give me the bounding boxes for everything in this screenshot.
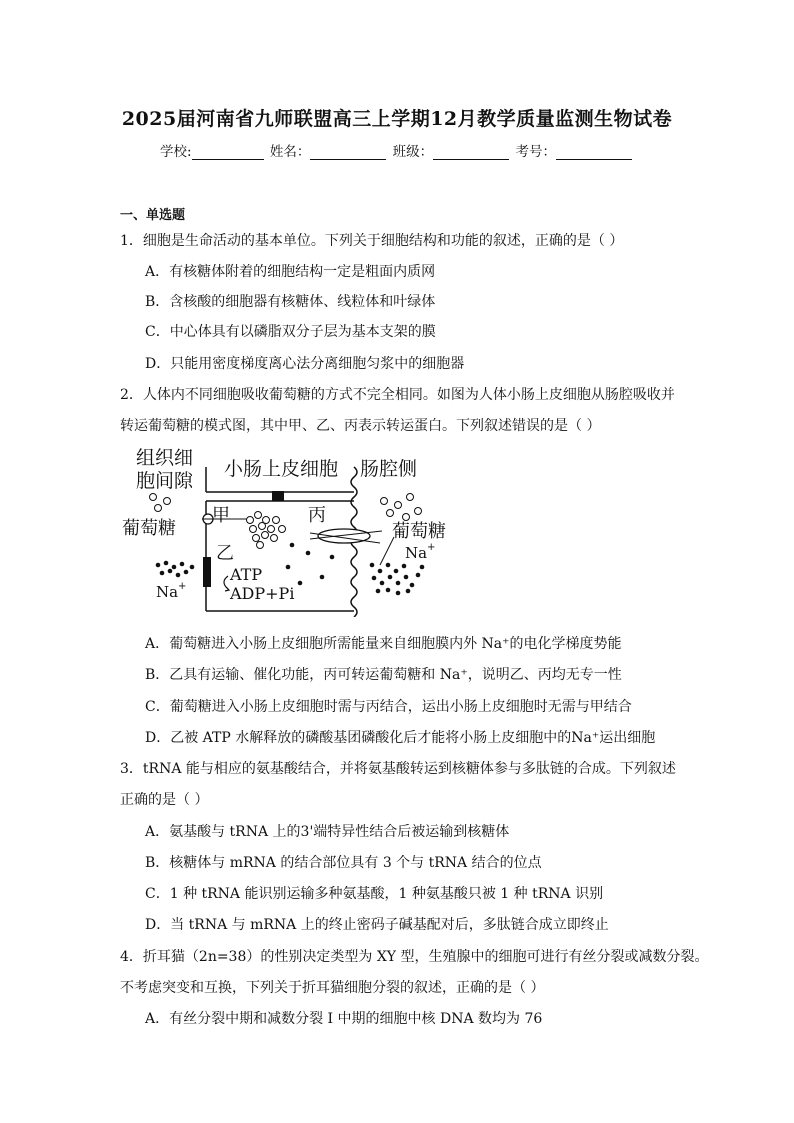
question-3-stem-line-1: 3．tRNA 能与相应的氨基酸结合，并将氨基酸转运到核糖体参与多肽链的合成。下列叙述 [120, 761, 676, 777]
question-2-option-b[interactable]: B．乙具有运输、催化功能，丙可转运葡萄糖和 Na⁺，说明乙、丙均无专一性 [145, 667, 622, 683]
question-2-option-a[interactable]: A．葡萄糖进入小肠上皮细胞所需能量来自细胞膜内外 Na⁺的电化学梯度势能 [145, 636, 622, 652]
question-1-option-b[interactable]: B．含核酸的细胞器有核糖体、线粒体和叶绿体 [145, 294, 436, 310]
class-blank[interactable] [433, 145, 509, 160]
lumen-label: 肠腔侧 [360, 458, 418, 480]
question-4-stem-line-2: 不考虑突变和互换，下列关于折耳猫细胞分裂的叙述，正确的是（ ） [120, 980, 545, 996]
question-1-stem: 1．细胞是生命活动的基本单位。下列关于细胞结构和功能的叙述，正确的是（ ） [120, 233, 624, 249]
jia-label: 甲 [212, 505, 230, 526]
question-1-option-a[interactable]: A．有核糖体附着的细胞结构一定是粗面内质网 [145, 264, 436, 280]
transporter-yi [203, 557, 211, 587]
bing-label: 丙 [308, 505, 326, 526]
question-4-stem-line-1: 4．折耳猫（2n=38）的性别决定类型为 XY 型，生殖腺中的细胞可进行有丝分裂或减数分裂。 [120, 949, 709, 965]
section-heading: 一、单选题 [120, 208, 186, 223]
cell-label: 小肠上皮细胞 [224, 458, 339, 480]
question-3-option-c[interactable]: C．1 种 tRNA 能识别运输多种氨基酸，1 种氨基酸只被 1 种 tRNA 识别 [145, 886, 604, 902]
question-2-option-c[interactable]: C．葡萄糖进入小肠上皮细胞时需与丙结合，运出小肠上皮细胞时无需与甲结合 [145, 699, 632, 715]
class-label: 班级： [392, 144, 434, 160]
atp-arrow-head [225, 587, 229, 591]
question-2-stem-line-1: 2．人体内不同细胞吸收葡萄糖的方式不完全相同。如图为人体小肠上皮细胞从肠腔吸收并 [120, 387, 675, 403]
glucose-left-label: 葡萄糖 [122, 518, 176, 539]
question-1-option-c[interactable]: C．中心体具有以磷脂双分子层为基本支架的膜 [145, 324, 436, 340]
tissue-gap-label-2: 胞间隙 [136, 470, 194, 492]
student-info-line [0, 140, 794, 160]
question-3-stem-line-2: 正确的是（ ） [120, 792, 209, 808]
yi-label: 乙 [216, 543, 234, 564]
school-blank[interactable] [192, 145, 264, 160]
na-left-label: Na [156, 583, 179, 601]
question-1-option-d[interactable]: D．只能用密度梯度离心法分离细胞匀浆中的细胞器 [145, 356, 465, 372]
tissue-gap-label-1: 组织细 [136, 447, 194, 469]
question-3-option-b[interactable]: B．核糖体与 mRNA 的结合部位具有 3 个与 tRNA 结合的位点 [145, 855, 542, 871]
atp-label: ATP [230, 565, 263, 584]
number-label: 考号： [515, 144, 556, 160]
number-blank[interactable] [556, 145, 632, 160]
question-3-option-a[interactable]: A．氨基酸与 tRNA 上的3'端特异性结合后被运输到核糖体 [145, 824, 510, 840]
school-label: 学校: [160, 144, 192, 160]
question-2-option-d[interactable]: D．乙被 ATP 水解释放的磷酸基团磷酸化后才能将小肠上皮细胞中的Na⁺运出细胞 [145, 730, 656, 746]
na-left-sup: + [178, 581, 187, 592]
na-right-sup: + [427, 542, 436, 553]
adp-label: ADP+Pi [230, 584, 295, 603]
na-right-label: Na [405, 544, 428, 562]
glucose-right-label: 葡萄糖 [392, 521, 446, 542]
question-4-option-a[interactable]: A．有丝分裂中期和减数分裂 I 中期的细胞中核 DNA 数均为 76 [145, 1011, 543, 1027]
glucose-transport-diagram [122, 445, 462, 617]
question-2-stem-line-2: 转运葡萄糖的模式图，其中甲、乙、丙表示转运蛋白。下列叙述错误的是（ ） [120, 418, 601, 434]
tight-junction [272, 491, 284, 501]
name-blank[interactable] [310, 145, 386, 160]
question-3-option-d[interactable]: D．当 tRNA 与 mRNA 上的终止密码子碱基配对后，多肽链合成立即终止 [145, 917, 609, 933]
name-label: 姓名： [269, 144, 311, 160]
exam-title: 2025届河南省九师联盟高三上学期12月教学质量监测生物试卷 [121, 108, 673, 130]
